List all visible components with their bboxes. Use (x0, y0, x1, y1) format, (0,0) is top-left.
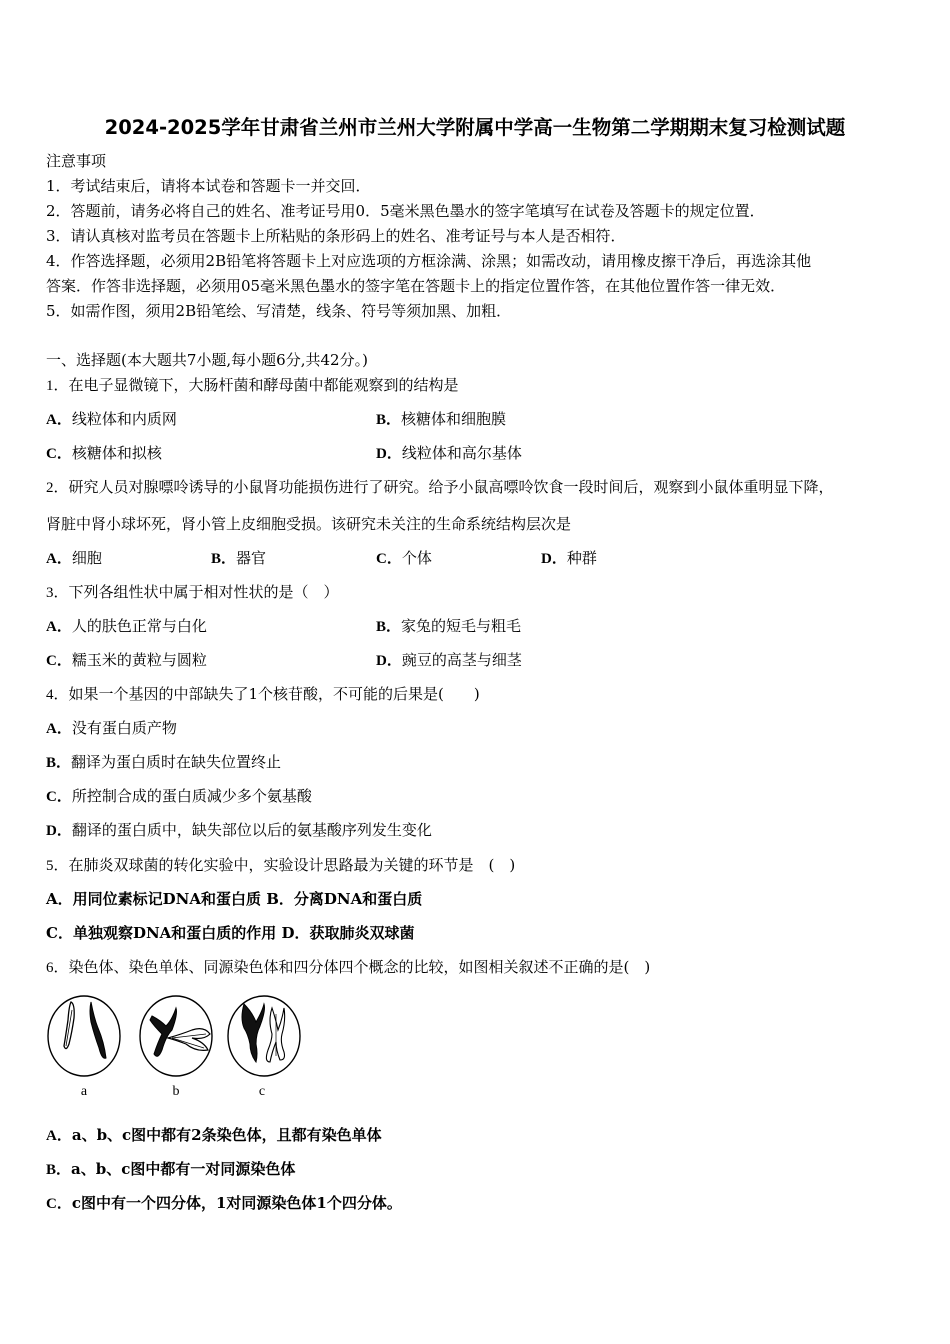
figure-label-a: a (80, 1084, 88, 1099)
question-number: 4． (46, 687, 69, 703)
question-4 (46, 684, 480, 705)
page-title: 2024-2025学年甘肃省兰州市兰州大学附属中学高一生物第二学期期末复习检测试题 (104, 116, 846, 139)
cell-a (48, 996, 120, 1076)
question-5 (46, 855, 515, 876)
notice-item: 4．作答选择题，必须用2B铅笔将答题卡上对应选项的方框涂满、涂黑；如需改动，请用橡皮擦干净后，再选涂其他 (46, 252, 812, 270)
option: B．翻译为蛋白质时在缺失位置终止 (46, 753, 282, 771)
section-heading: 一、选择题(本大题共7小题,每小题6分,共42分。) (46, 351, 368, 369)
option: D．豌豆的高茎与细茎 (376, 651, 522, 669)
option: A．a、b、c图中都有2条染色体，且都有染色单体 (46, 1126, 382, 1144)
option-line: C．单独观察DNA和蛋白质的作用 D．获取肺炎双球菌 (46, 924, 415, 942)
notice-heading: 注意事项 (46, 152, 107, 170)
question-number: 6． (46, 960, 69, 976)
chromosome-diagram (44, 990, 306, 1102)
option: B．核糖体和细胞膜 (376, 410, 507, 428)
option: C．糯玉米的黄粒与圆粒 (46, 651, 207, 669)
notice-item: 5．如需作图，须用2B铅笔绘、写清楚，线条、符号等须加黑、加粗． (46, 302, 512, 320)
notice-item: 答案．作答非选择题，必须用05毫米黑色墨水的签字笔在答题卡上的指定位置作答，在其他位置作答一律无效． (46, 277, 786, 295)
option: A．人的肤色正常与白化 (46, 617, 207, 635)
cell-c (228, 996, 300, 1076)
option: D．线粒体和高尔基体 (376, 444, 522, 462)
question-stem: 下列各组性状中属于相对性状的是（ ） (68, 583, 339, 601)
question-2 (46, 477, 834, 498)
question-stem: 在肺炎双球菌的转化实验中，实验设计思路最为关键的环节是 ( ) (68, 856, 516, 874)
question-number: 3． (46, 585, 69, 601)
option: C．所控制合成的蛋白质减少多个氨基酸 (46, 787, 312, 805)
question-number: 2． (46, 480, 69, 496)
question-stem: 在电子显微镜下，大肠杆菌和酵母菌中都能观察到的结构是 (68, 376, 459, 394)
notice-item: 3．请认真核对监考员在答题卡上所粘贴的条形码上的姓名、准考证号与本人是否相符． (46, 227, 626, 245)
question-stem: 如果一个基因的中部缺失了1个核苷酸，不可能的后果是( ) (68, 685, 480, 703)
question-1 (46, 375, 459, 396)
option: C．c图中有一个四分体，1对同源染色体1个四分体。 (46, 1194, 402, 1212)
question-number: 5． (46, 858, 69, 874)
option: D．种群 (541, 549, 597, 567)
option: B．家兔的短毛与粗毛 (376, 617, 522, 635)
option: B．器官 (211, 549, 267, 567)
option: C．核糖体和拟核 (46, 444, 162, 462)
notice-item: 1．考试结束后，请将本试卷和答题卡一并交回． (46, 177, 371, 195)
notice-item: 2．答题前，请务必将自己的姓名、准考证号用0．5毫米黑色墨水的签字笔填写在试卷及答题卡的规定位置． (46, 202, 765, 220)
question-stem-continued: 肾脏中肾小球坏死，肾小管上皮细胞受损。该研究未关注的生命系统结构层次是 (46, 515, 572, 533)
question-stem: 染色体、染色单体、同源染色体和四分体四个概念的比较，如图相关叙述不正确的是( ) (68, 958, 651, 976)
question-stem: 研究人员对腺嘌呤诱导的小鼠肾功能损伤进行了研究。给予小鼠高嘌呤饮食一段时间后，观察到小鼠体重明显下降， (68, 478, 834, 496)
option: D．翻译的蛋白质中，缺失部位以后的氨基酸序列发生变化 (46, 821, 432, 839)
option: A．细胞 (46, 549, 102, 567)
option: B．a、b、c图中都有一对同源染色体 (46, 1160, 296, 1178)
question-6 (46, 957, 650, 978)
figure-label-b: b (172, 1084, 180, 1099)
question-3 (46, 582, 339, 603)
option: C．个体 (376, 549, 432, 567)
option: A．线粒体和内质网 (46, 410, 177, 428)
chromosome-figure (44, 990, 306, 1102)
option: A．没有蛋白质产物 (46, 719, 177, 737)
question-number: 1． (46, 378, 69, 394)
figure-label-c: c (258, 1084, 266, 1099)
option-line: A．用同位素标记DNA和蛋白质 B．分离DNA和蛋白质 (46, 890, 423, 908)
cell-b (140, 996, 212, 1076)
